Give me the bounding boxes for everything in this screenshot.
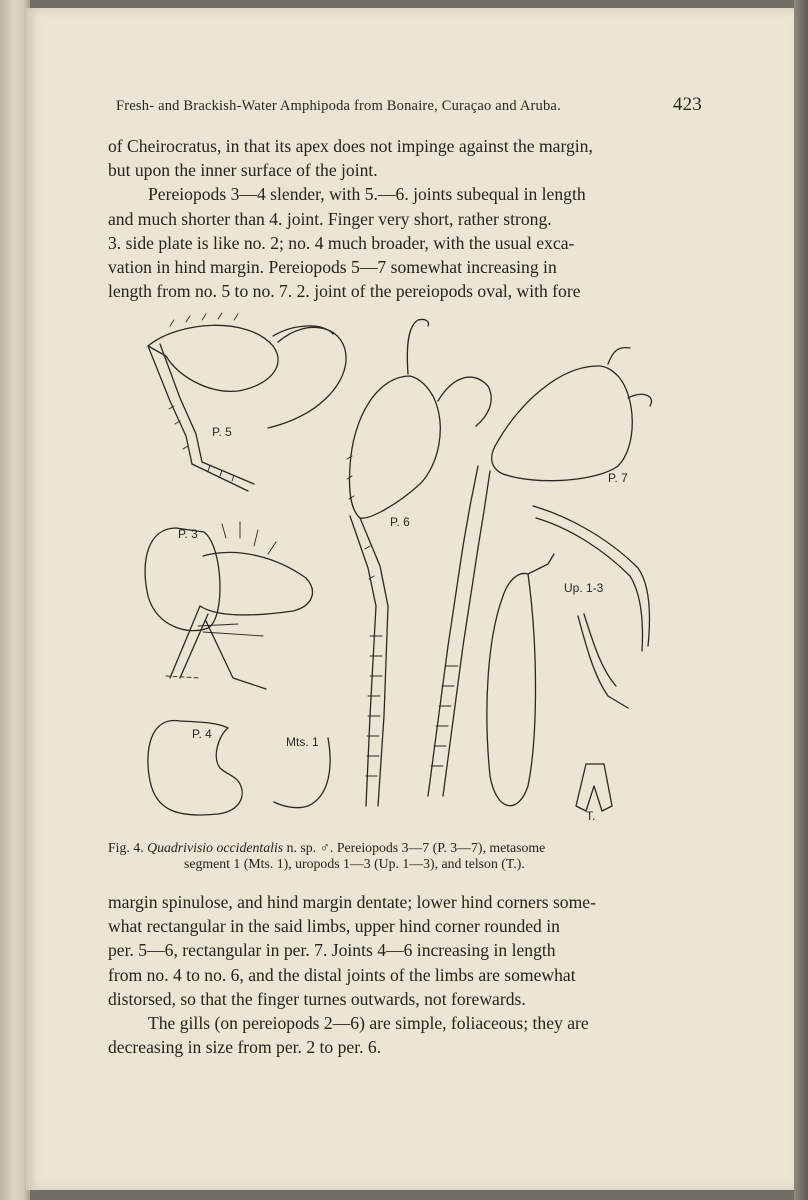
caption-line1: n. sp. ♂. Pereiopods 3—7 (P. 3—7), metasome	[286, 840, 546, 855]
text-line: of Cheirocratus, in that its apex does not impinge against the margin,	[108, 136, 593, 156]
uropods-1-3-drawing	[487, 506, 650, 806]
label-telson: T.	[586, 809, 596, 823]
text-line: The gills (on pereiopods 2—6) are simple, foliaceous; they are	[148, 1012, 589, 1033]
top-paragraph	[108, 134, 700, 303]
pereiopod-6-drawing	[347, 319, 491, 806]
caption-fig-no: Fig. 4.	[108, 840, 144, 855]
telson-drawing	[576, 764, 612, 823]
text-line: from no. 4 to no. 6, and the distal joints of the limbs are somewhat	[108, 964, 576, 985]
text-line: what rectangular in the said limbs, upper hind corner rounded in	[108, 916, 560, 937]
text-line: and much shorter than 4. joint. Finger very short, rather strong.	[108, 208, 552, 229]
label-p3: P. 3	[178, 527, 198, 541]
label-p4: P. 4	[192, 727, 212, 741]
text-line: per. 5—6, rectangular in per. 7. Joints 4—6 increasing in length	[108, 940, 556, 961]
metasome-segment-1-drawing	[274, 735, 330, 808]
pereiopod-3-drawing	[145, 522, 312, 689]
text-line: distorsed, so that the finger turnes outwards, not forewards.	[108, 988, 526, 1009]
bottom-paragraph	[108, 890, 700, 1059]
text-line: Pereiopods 3—4 slender, with 5.—6. joints subequal in length	[148, 184, 586, 205]
label-p6: P. 6	[390, 515, 410, 529]
running-head-title: Fresh- and Brackish-Water Amphipoda from Bonaire, Curaçao and Aruba.	[116, 98, 561, 114]
text-line: vation in hind margin. Pereiopods 5—7 somewhat increasing in	[108, 256, 557, 277]
pereiopod-7-drawing	[428, 348, 651, 796]
pereiopod-4-drawing	[148, 721, 242, 816]
text-line: decreasing in size from per. 2 to per. 6.	[108, 1037, 382, 1058]
text-line: length from no. 5 to no. 7. 2. joint of the pereiopods oval, with fore	[108, 281, 581, 302]
pereiopod-5-drawing	[148, 313, 346, 491]
book-binding-right	[794, 0, 808, 1200]
figure-4-illustration	[108, 306, 700, 838]
label-p5: P. 5	[212, 425, 232, 439]
text-line: but upon the inner surface of the joint.	[108, 160, 378, 181]
amphipod-drawing	[108, 306, 700, 838]
running-head	[102, 96, 702, 118]
label-p7: P. 7	[608, 471, 628, 485]
page-number: 423	[672, 94, 702, 115]
text-line: margin spinulose, and hind margin dentate; lower hind corners some-	[108, 892, 596, 912]
figure-caption	[108, 840, 700, 872]
caption-species: Quadrivisio occidentalis	[147, 840, 284, 855]
text-line: 3. side plate is like no. 2; no. 4 much broader, with the usual exca-	[108, 232, 575, 253]
caption-line2: segment 1 (Mts. 1), uropods 1—3 (Up. 1—3), and telson (T.).	[184, 856, 525, 871]
label-mts1: Mts. 1	[286, 735, 319, 749]
label-uropods: Up. 1-3	[564, 581, 604, 595]
